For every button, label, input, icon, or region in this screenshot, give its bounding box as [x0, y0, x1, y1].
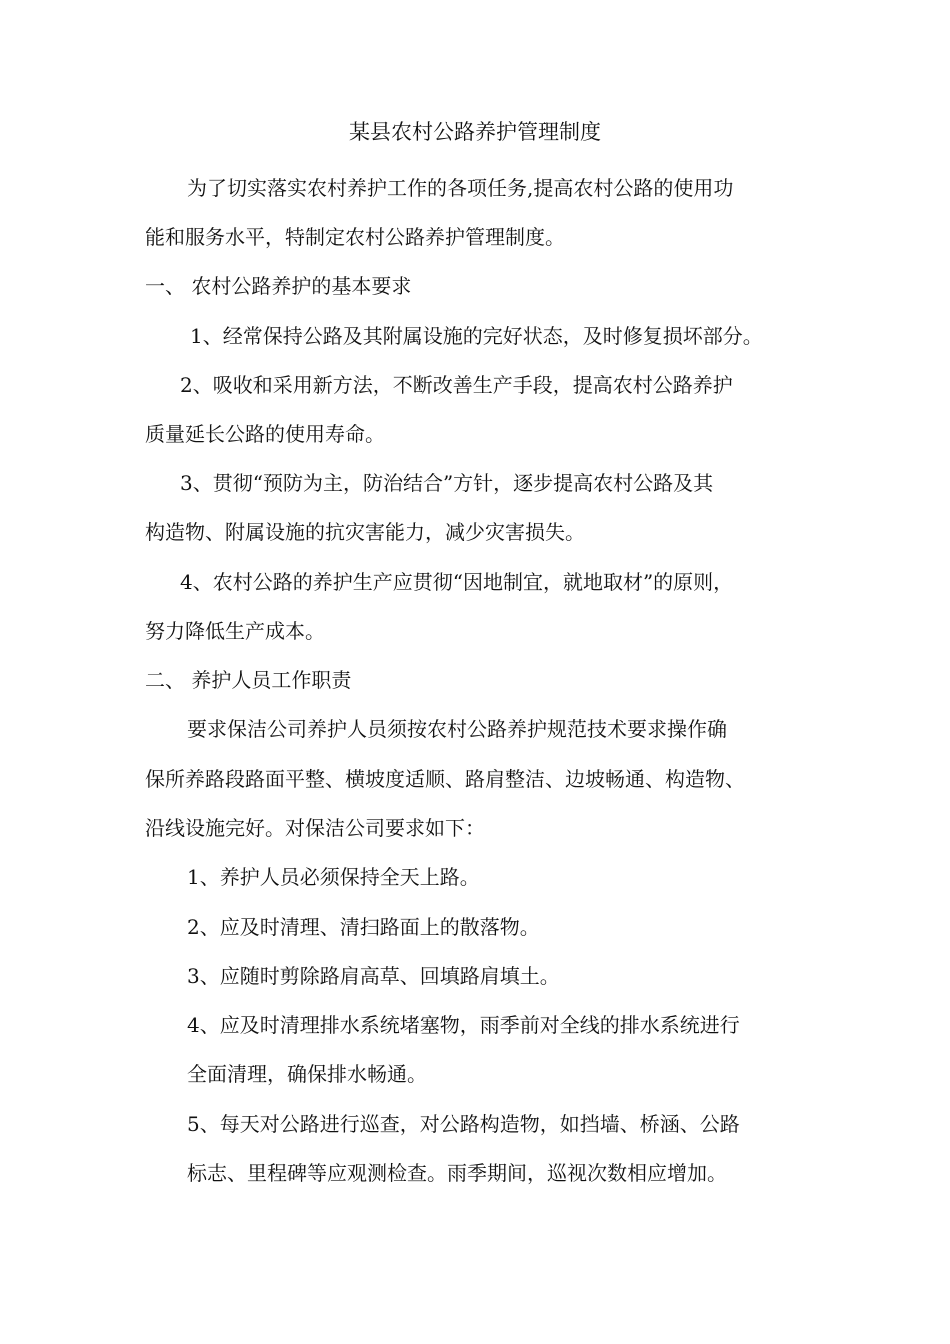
duty-intro-line-2: 保所养路段路面平整、横坡度适顺、路肩整洁、边坡畅通、构造物、 — [145, 767, 745, 791]
req-item-3-line-2: 构造物、附属设施的抗灾害能力，减少灾害损失。 — [145, 520, 585, 544]
document-title: 某县农村公路养护管理制度 — [349, 120, 601, 144]
req-item-2-line-1: 2、吸收和采用新方法，不断改善生产手段，提高农村公路养护 — [180, 373, 733, 397]
section-heading-1: 一、 农村公路养护的基本要求 — [145, 274, 412, 298]
req-item-1: 1、经常保持公路及其附属设施的完好状态，及时修复损坏部分。 — [190, 324, 763, 348]
section-heading-2: 二、 养护人员工作职责 — [145, 668, 352, 692]
duty-item-5-line-1: 5、每天对公路进行巡查，对公路构造物，如挡墙、桥涵、公路 — [187, 1112, 740, 1136]
intro-line-2: 能和服务水平，特制定农村公路养护管理制度。 — [145, 225, 565, 249]
duty-intro-line-3: 沿线设施完好。对保洁公司要求如下： — [145, 816, 485, 840]
duty-item-4-line-2: 全面清理，确保排水畅通。 — [187, 1062, 427, 1086]
duty-item-5-line-2: 标志、里程碑等应观测检查。雨季期间，巡视次数相应增加。 — [187, 1161, 727, 1185]
req-item-2-line-2: 质量延长公路的使用寿命。 — [145, 422, 385, 446]
intro-line-1: 为了切实落实农村养护工作的各项任务,提高农村公路的使用功 — [187, 176, 734, 200]
duty-intro-line-1: 要求保洁公司养护人员须按农村公路养护规范技术要求操作确 — [187, 717, 727, 741]
duty-item-2: 2、应及时清理、清扫路面上的散落物。 — [187, 915, 540, 939]
duty-item-1: 1、养护人员必须保持全天上路。 — [187, 865, 480, 889]
req-item-4-line-1: 4、农村公路的养护生产应贯彻“因地制宜，就地取材”的原则， — [180, 570, 734, 594]
req-item-3-line-1: 3、贯彻“预防为主，防治结合”方针，逐步提高农村公路及其 — [180, 471, 714, 495]
req-item-4-line-2: 努力降低生产成本。 — [145, 619, 325, 643]
duty-item-3: 3、应随时剪除路肩高草、回填路肩填土。 — [187, 964, 560, 988]
duty-item-4-line-1: 4、应及时清理排水系统堵塞物，雨季前对全线的排水系统进行 — [187, 1013, 740, 1037]
